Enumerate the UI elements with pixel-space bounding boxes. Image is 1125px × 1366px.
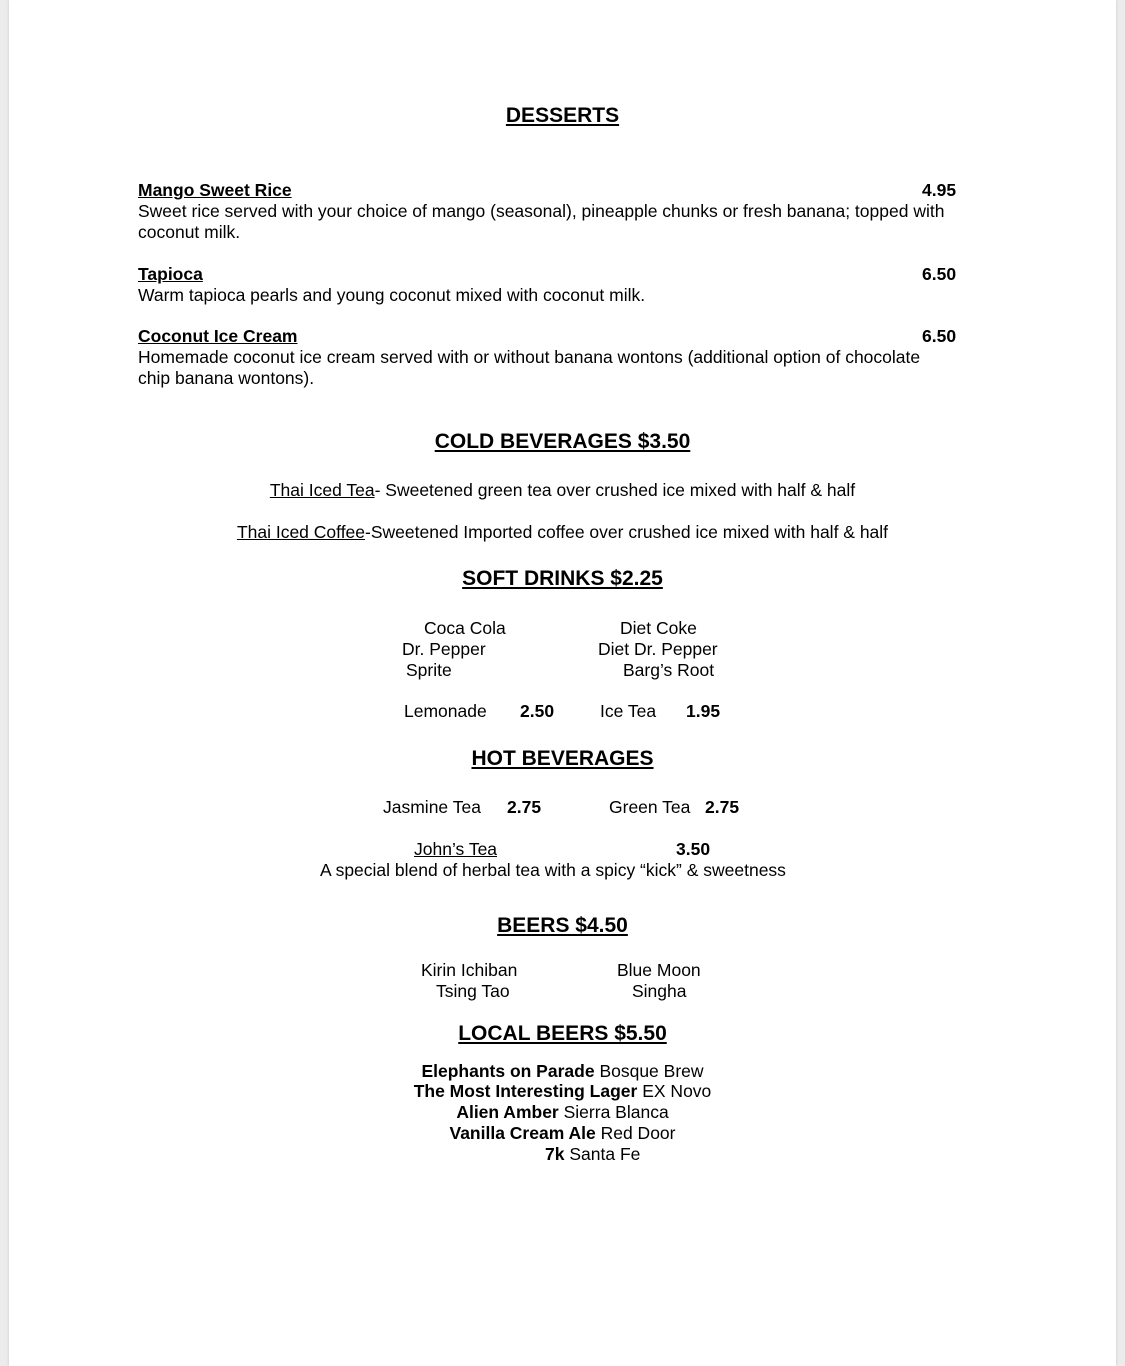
ice-tea-price: 1.95 bbox=[686, 701, 721, 721]
dessert-price-mango: 4.95 bbox=[922, 180, 957, 200]
dessert-desc-mango-2: coconut milk. bbox=[138, 222, 241, 242]
cold-beverage-thai-iced-tea bbox=[9, 480, 1116, 501]
local-beer-item bbox=[9, 1123, 1116, 1144]
soft-drink-item: Sprite bbox=[406, 660, 452, 680]
lemonade-name: Lemonade bbox=[404, 701, 487, 721]
jasmine-tea-name: Jasmine Tea bbox=[383, 797, 481, 817]
local-beer-item bbox=[545, 1144, 640, 1165]
soft-drink-item: Barg’s Root bbox=[623, 660, 715, 680]
local-beer-brewery: Sierra Blanca bbox=[563, 1102, 669, 1122]
dessert-desc-mango-1: Sweet rice served with your choice of mango (seasonal), pineapple chunks or fresh banana; topped with bbox=[138, 201, 945, 221]
jasmine-tea-price: 2.75 bbox=[507, 797, 542, 817]
dessert-price-tapioca: 6.50 bbox=[922, 264, 957, 284]
dessert-desc-coconut-1: Homemade coconut ice cream served with or without banana wontons (additional option of chocolate bbox=[138, 347, 921, 367]
local-beer-name: Elephants on Parade bbox=[421, 1061, 595, 1081]
local-beer-item bbox=[9, 1102, 1116, 1123]
local-beer-item bbox=[9, 1081, 1116, 1102]
beer-item: Singha bbox=[632, 981, 687, 1001]
dessert-price-coconut-ice-cream: 6.50 bbox=[922, 326, 957, 346]
dessert-name-coconut-ice-cream: Coconut Ice Cream bbox=[138, 326, 298, 346]
thai-iced-coffee-desc: -Sweetened Imported coffee over crushed ice mixed with half & half bbox=[365, 522, 889, 542]
cold-beverages-heading: COLD BEVERAGES $3.50 bbox=[434, 430, 691, 453]
thai-iced-coffee-name: Thai Iced Coffee bbox=[236, 522, 366, 542]
local-beer-brewery: EX Novo bbox=[642, 1081, 712, 1101]
local-beer-name: The Most Interesting Lager bbox=[413, 1081, 638, 1101]
beer-item: Blue Moon bbox=[617, 960, 701, 980]
local-beer-name: Vanilla Cream Ale bbox=[449, 1123, 596, 1143]
soft-drink-item: Diet Dr. Pepper bbox=[598, 639, 718, 659]
beer-item: Kirin Ichiban bbox=[421, 960, 518, 980]
dessert-name-mango: Mango Sweet Rice bbox=[138, 180, 292, 200]
dessert-desc-coconut-2: chip banana wontons). bbox=[138, 368, 315, 388]
dessert-desc-tapioca: Warm tapioca pearls and young coconut mixed with coconut milk. bbox=[138, 285, 646, 305]
beers-heading: BEERS $4.50 bbox=[497, 914, 628, 937]
ice-tea-name: Ice Tea bbox=[600, 701, 657, 721]
thai-iced-tea-name: Thai Iced Tea bbox=[269, 480, 375, 500]
local-beer-brewery: Bosque Brew bbox=[599, 1061, 704, 1081]
soft-drink-item: Dr. Pepper bbox=[402, 639, 486, 659]
johns-tea-name: John’s Tea bbox=[414, 839, 498, 859]
green-tea-name: Green Tea bbox=[609, 797, 691, 817]
local-beer-name: 7k bbox=[545, 1144, 565, 1164]
local-beer-item bbox=[9, 1061, 1116, 1082]
beer-item: Tsing Tao bbox=[436, 981, 510, 1001]
soft-drink-item: Diet Coke bbox=[620, 618, 697, 638]
local-beer-name: Alien Amber bbox=[456, 1102, 559, 1122]
thai-iced-tea-desc: - Sweetened green tea over crushed ice mixed with half & half bbox=[374, 480, 856, 500]
green-tea-price: 2.75 bbox=[705, 797, 740, 817]
lemonade-price: 2.50 bbox=[520, 701, 555, 721]
johns-tea-desc: A special blend of herbal tea with a spicy “kick” & sweetness bbox=[320, 860, 786, 880]
cold-beverage-thai-iced-coffee bbox=[9, 522, 1116, 543]
soft-drinks-heading: SOFT DRINKS $2.25 bbox=[462, 567, 663, 590]
local-beer-brewery: Red Door bbox=[600, 1123, 676, 1143]
soft-drink-item: Coca Cola bbox=[424, 618, 506, 638]
local-beer-brewery: Santa Fe bbox=[569, 1144, 641, 1164]
johns-tea-price: 3.50 bbox=[676, 839, 711, 859]
menu-page bbox=[9, 0, 1116, 1366]
desserts-heading: DESSERTS bbox=[505, 104, 620, 127]
dessert-name-tapioca: Tapioca bbox=[138, 264, 203, 284]
hot-beverages-heading: HOT BEVERAGES bbox=[471, 747, 654, 770]
local-beers-heading: LOCAL BEERS $5.50 bbox=[458, 1022, 667, 1045]
